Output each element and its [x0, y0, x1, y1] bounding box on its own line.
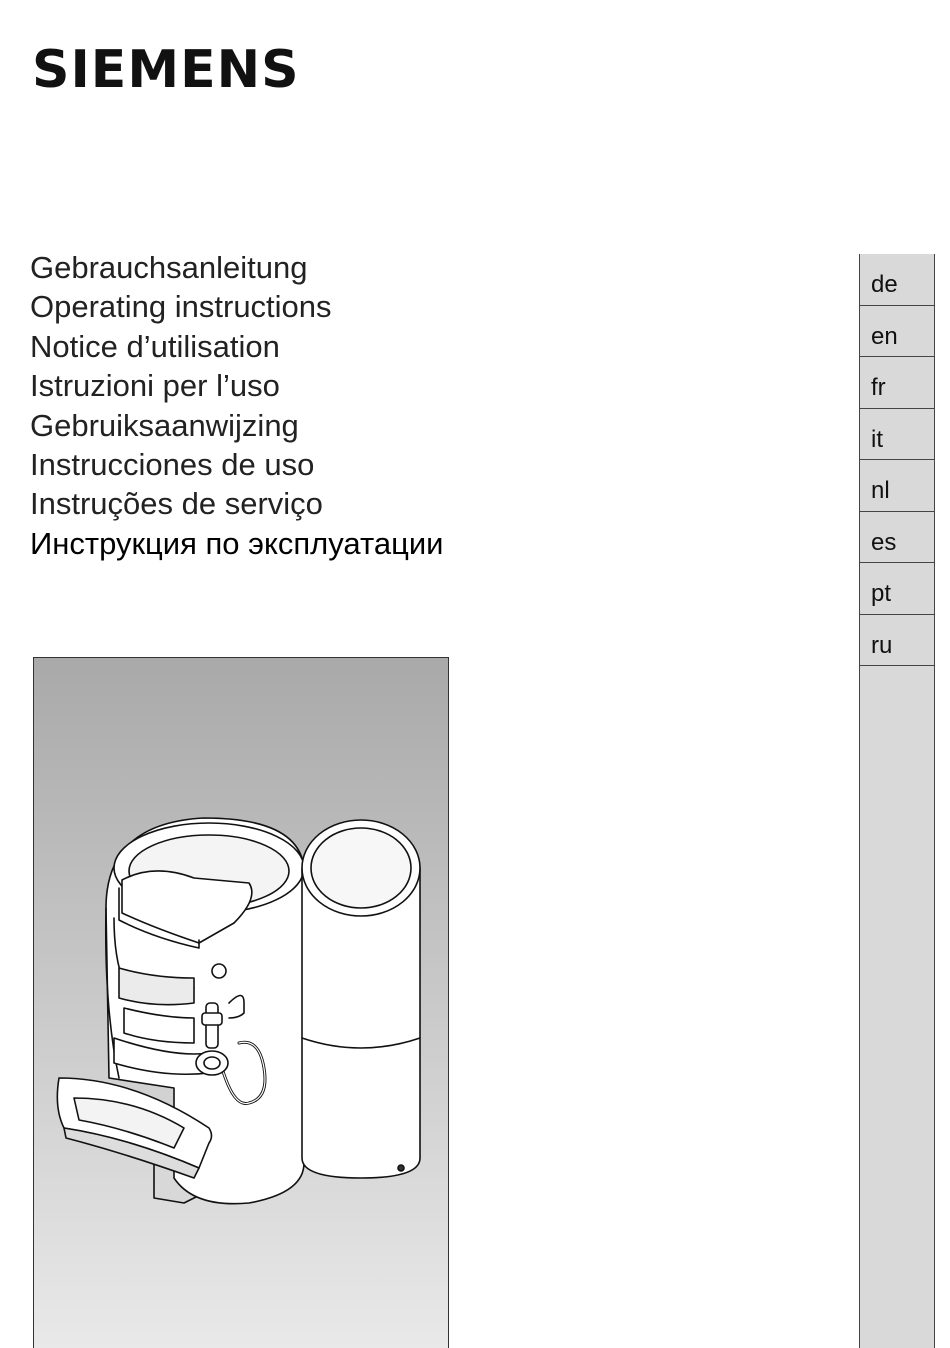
title-nl: Gebruiksaanwijzing — [30, 407, 299, 443]
title-ru: Инструкция по эксплуатации — [30, 525, 444, 561]
title-es: Instrucciones de uso — [30, 447, 315, 483]
lang-tab-nl[interactable]: nl — [860, 460, 934, 512]
title-de: Gebrauchsanleitung — [30, 250, 308, 285]
siemens-logo: SIEMENS — [32, 40, 300, 100]
title-it: Istruzioni per l’uso — [30, 368, 280, 404]
lang-tab-de[interactable]: de — [860, 254, 934, 306]
lang-tab-es[interactable]: es — [860, 512, 934, 564]
title-pt: Instruções de serviço — [30, 486, 323, 522]
title-en: Operating instructions — [30, 289, 332, 325]
lang-tab-pt[interactable]: pt — [860, 563, 934, 615]
lang-tab-en[interactable]: en — [860, 306, 934, 358]
coffee-machine-illustration — [34, 658, 449, 1348]
lang-tab-it[interactable]: it — [860, 409, 934, 461]
product-illustration-panel — [33, 657, 449, 1348]
title-fr: Notice d’utilisation — [30, 328, 280, 364]
lang-tab-ru[interactable]: ru — [860, 615, 934, 667]
lang-tab-fr[interactable]: fr — [860, 357, 934, 409]
manual-titles-list — [30, 248, 443, 563]
language-tab-strip — [859, 254, 935, 1348]
